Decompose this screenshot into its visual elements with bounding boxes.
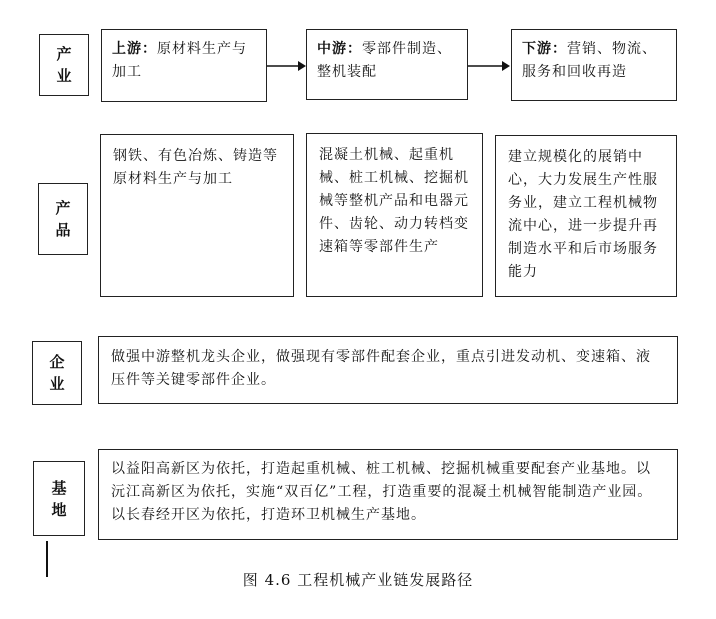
row-label-product — [38, 183, 88, 255]
midstream-title: 中游： — [317, 41, 362, 57]
base-text: 以益阳高新区为依托，打造起重机械、桩工机械、挖掘机械重要配套产业基地。以沅江高新区为依托，实施“双百亿”工程，打造重要的混凝土机械智能制造产业园。以长春经开区为依托，打造环卫机械生产基地。 — [111, 461, 653, 523]
row-label-enterprise — [32, 341, 82, 405]
upstream-product-text: 钢铁、有色冶炼、铸造等原材料生产与加工 — [113, 148, 278, 187]
downstream-product-text: 建立规模化的展销中心，大力发展生产性服务业，建立工程机械物流中心，进一步提升再制造水平和后市场服务能力 — [508, 149, 658, 280]
label-char: 业 — [56, 67, 72, 85]
midstream-text: 零部件制造、整机装配 — [317, 41, 452, 80]
upstream-product-box — [100, 134, 294, 297]
upstream-title: 上游： — [112, 41, 157, 57]
label-char: 业 — [49, 375, 65, 393]
upstream-text: 原材料生产与加工 — [112, 41, 247, 80]
midstream-stage-box — [306, 29, 468, 100]
label-char: 产 — [56, 45, 72, 63]
downstream-title: 下游： — [522, 41, 567, 57]
upstream-stage-box — [101, 29, 267, 102]
row-label-industry — [39, 34, 89, 96]
downstream-text: 营销、物流、服务和回收再造 — [522, 41, 657, 80]
midstream-product-box — [306, 133, 483, 297]
row-label-base — [33, 461, 85, 536]
enterprise-text: 做强中游整机龙头企业，做强现有零部件配套企业，重点引进发动机、变速箱、液压件等关键零部件企业。 — [111, 349, 651, 388]
arrow-icon — [468, 60, 511, 72]
label-char: 企 — [49, 353, 65, 371]
label-char: 产 — [55, 199, 71, 217]
downstream-stage-box — [511, 29, 677, 101]
midstream-product-text: 混凝土机械、起重机械、桩工机械、挖掘机械等整机产品和电器元件、齿轮、动力转档变速箱等零部件生产 — [319, 147, 469, 255]
label-char: 基 — [51, 478, 67, 497]
base-box — [98, 449, 678, 540]
label-char: 品 — [55, 221, 71, 239]
figure-caption: 图 4.6 工程机械产业链发展路径 — [242, 571, 474, 589]
downstream-product-box — [495, 135, 677, 297]
enterprise-box — [98, 336, 678, 404]
label-char: 地 — [51, 500, 67, 519]
arrow-icon — [267, 60, 307, 72]
